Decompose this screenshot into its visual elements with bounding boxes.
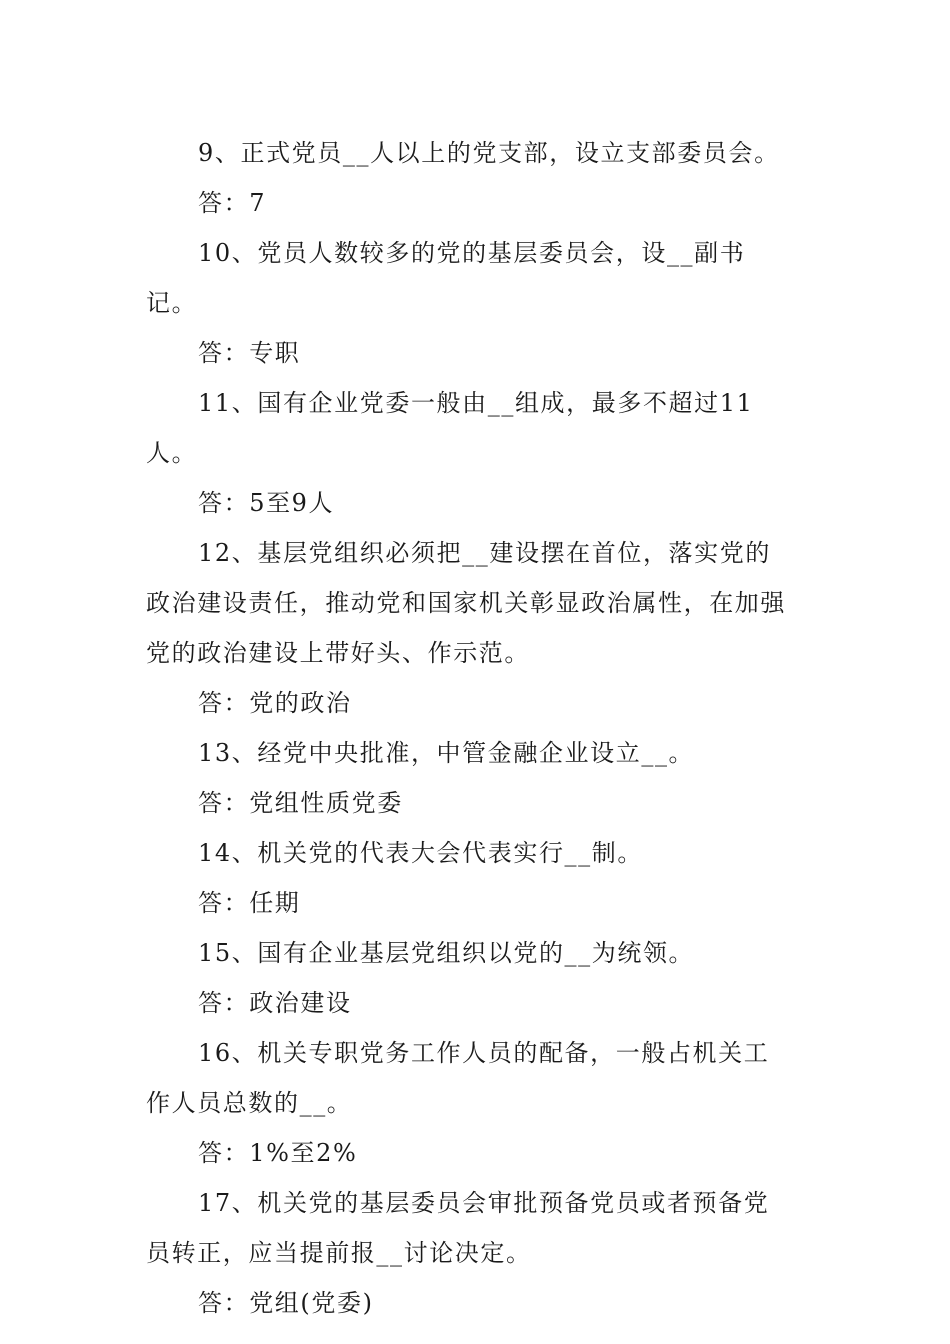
question-11: 11、国有企业党委一般由__组成，最多不超过11人。 — [146, 389, 754, 467]
question-10: 10、党员人数较多的党的基层委员会，设__副书记。 — [146, 239, 746, 317]
question-14: 14、机关党的代表大会代表实行__制。 — [198, 839, 643, 867]
answer-10: 答：专职 — [198, 339, 301, 367]
answer-14: 答：任期 — [198, 889, 301, 917]
answer-13: 答：党组性质党委 — [198, 789, 403, 817]
question-15: 15、国有企业基层党组织以党的__为统领。 — [198, 939, 695, 967]
question-9: 9、正式党员__人以上的党支部，设立支部委员会。 — [198, 139, 780, 167]
answer-16: 答：1%至2% — [198, 1139, 358, 1167]
question-12: 12、基层党组织必须把__建设摆在首位，落实党的政治建设责任，推动党和国家机关彰显政治属性，在加强党的政治建设上带好头、作示范。 — [146, 539, 786, 667]
answer-15: 答：政治建设 — [198, 989, 352, 1017]
answer-17: 答：党组(党委) — [198, 1289, 374, 1317]
answer-9: 答：7 — [198, 189, 267, 217]
document-body — [146, 128, 786, 1328]
question-16: 16、机关专职党务工作人员的配备，一般占机关工作人员总数的__。 — [146, 1039, 770, 1117]
question-13: 13、经党中央批准，中管金融企业设立__。 — [198, 739, 695, 767]
answer-11: 答：5至9人 — [198, 489, 335, 517]
question-17: 17、机关党的基层委员会审批预备党员或者预备党员转正，应当提前报__讨论决定。 — [146, 1189, 770, 1267]
answer-12: 答：党的政治 — [198, 689, 352, 717]
